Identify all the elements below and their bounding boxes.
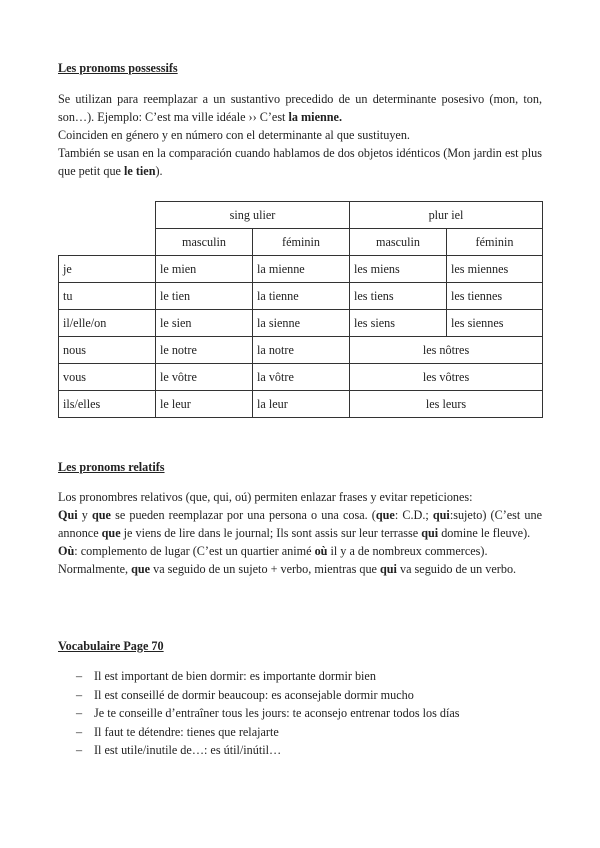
relatifs-paragraph — [58, 488, 542, 578]
plural-merged-cell: les nôtres — [350, 337, 543, 364]
person-cell: ils/elles — [59, 391, 156, 418]
possessifs-text-3-end: ). — [155, 164, 163, 178]
possessifs-bold-3: le tien — [124, 164, 156, 178]
dash-bullet: – — [76, 743, 83, 757]
dash-bullet: – — [76, 687, 83, 702]
fem-sing-cell: la mienne — [253, 256, 350, 283]
possessifs-heading: Les pronoms possessifs — [58, 61, 178, 75]
table-row — [59, 256, 543, 283]
bold-que-4: que — [131, 562, 151, 576]
masc-plur-cell: les tiens — [350, 283, 447, 310]
fem-plur-cell: les miennes — [447, 256, 543, 283]
dash-bullet: – — [76, 669, 83, 683]
header-feminin-singular: féminin — [253, 229, 350, 256]
possessifs-line-1 — [58, 90, 542, 126]
plural-merged-cell: les vôtres — [350, 364, 543, 391]
person-cell: il/elle/on — [59, 310, 156, 337]
masc-plur-cell: les miens — [350, 256, 447, 283]
bold-qui: Qui — [58, 508, 78, 522]
table-header-row — [59, 202, 543, 229]
person-cell: vous — [59, 364, 156, 391]
text-p4c: va seguido de un verbo. — [396, 562, 517, 576]
person-cell: je — [59, 256, 156, 283]
person-cell: nous — [59, 337, 156, 364]
possessifs-text-3: También se usan en la comparación cuando hablamos de dos objetos idénticos (Mon jardin est plus que petit que — [58, 146, 542, 178]
bold-ou: Où — [58, 544, 75, 558]
vocab-item-text: Il est important de bien dormir: es importante dormir bien — [94, 669, 376, 683]
bold-que-3: que — [101, 526, 121, 540]
header-singulier: sing ulier — [156, 202, 350, 229]
masc-sing-cell: le notre — [156, 337, 253, 364]
table-row — [59, 337, 543, 364]
possessifs-line-3 — [58, 144, 542, 180]
vocab-item-text: Je te conseille d’entraîner tous les jours: te aconsejo entrenar todos los días — [94, 706, 460, 720]
masc-sing-cell: le tien — [156, 283, 253, 310]
list-item — [58, 686, 542, 705]
list-item — [58, 667, 542, 686]
text-p4b: va seguido de un sujeto + verbo, mientras que — [150, 562, 380, 576]
possessifs-bold-1: la mienne. — [288, 110, 342, 124]
fem-sing-cell: la vôtre — [253, 364, 350, 391]
bold-que-2: que — [375, 508, 395, 522]
table-row — [59, 364, 543, 391]
vocab-item-text: Il est utile/inutile de…: es útil/inútil… — [94, 743, 282, 757]
person-cell: tu — [59, 283, 156, 310]
possessifs-line-2: Coinciden en género y en número con el determinante al que sustituyen. — [58, 128, 410, 142]
masc-sing-cell: le leur — [156, 391, 253, 418]
text-p4a: Normalmente, — [58, 562, 132, 576]
relatifs-line-1: Los pronombres relativos (que, qui, oú) permiten enlazar frases y evitar repeticiones: — [58, 490, 473, 504]
fem-plur-cell: les tiennes — [447, 283, 543, 310]
dash-bullet: – — [76, 706, 83, 720]
bold-qui-3: qui — [421, 526, 439, 540]
text-p3b: il y a de nombreux commerces). — [327, 544, 488, 558]
bold-qui-2: qui — [432, 508, 450, 522]
header-masculin-singular: masculin — [156, 229, 253, 256]
text-p2d: je viens de lire dans le journal; Ils sont assis sur leur terrasse — [120, 526, 422, 540]
fem-sing-cell: la tienne — [253, 283, 350, 310]
masc-plur-cell: les siens — [350, 310, 447, 337]
bold-qui-4: qui — [380, 562, 397, 576]
bold-ou-2: où — [314, 544, 328, 558]
text-p3a: : complemento de lugar (C’est un quartier animé — [74, 544, 315, 558]
possessive-pronouns-table — [58, 201, 543, 418]
list-item — [58, 741, 542, 760]
fem-plur-cell: les siennes — [447, 310, 543, 337]
relatifs-heading: Les pronoms relatifs — [58, 460, 165, 474]
dash-bullet: – — [76, 724, 83, 739]
bold-que: que — [92, 508, 111, 522]
masc-sing-cell: le mien — [156, 256, 253, 283]
fem-sing-cell: la leur — [253, 391, 350, 418]
text-p2a: se pueden reemplazar por una persona o una cosa. ( — [110, 508, 376, 522]
masc-sing-cell: le vôtre — [156, 364, 253, 391]
possessifs-text-1: Se utilizan para reemplazar a un sustantivo precedido de un determinante posesivo (mon, ton, son…). Ejemplo: C’est ma ville idéale ›› C’est — [58, 92, 542, 124]
text-p2e: domine le fleuve). — [438, 526, 531, 540]
list-item — [58, 723, 542, 742]
table-empty-corner — [59, 202, 156, 256]
header-feminin-plural: féminin — [447, 229, 543, 256]
table-row — [59, 283, 543, 310]
table-row — [59, 310, 543, 337]
vocab-heading: Vocabulaire Page 70 — [58, 639, 164, 653]
plural-merged-cell: les leurs — [350, 391, 543, 418]
table-row — [59, 391, 543, 418]
text-y: y — [77, 508, 92, 522]
relatifs-line-4 — [58, 560, 542, 578]
fem-sing-cell: la sienne — [253, 310, 350, 337]
vocab-list — [58, 667, 542, 760]
list-item — [58, 704, 542, 723]
header-masculin-plural: masculin — [350, 229, 447, 256]
relatifs-line-3 — [58, 542, 542, 560]
vocab-item-text: Il faut te détendre: tienes que relajarte — [94, 724, 279, 739]
masc-sing-cell: le sien — [156, 310, 253, 337]
relatifs-line-2 — [58, 506, 542, 542]
text-p2b: : C.D.; — [394, 508, 433, 522]
vocab-item-text: Il est conseillé de dormir beaucoup: es aconsejable dormir mucho — [94, 687, 414, 702]
text-p2c: :sujeto) (C’est une annonce — [58, 508, 543, 540]
fem-sing-cell: la notre — [253, 337, 350, 364]
header-pluriel: plur iel — [350, 202, 543, 229]
possessifs-paragraph — [58, 90, 542, 180]
